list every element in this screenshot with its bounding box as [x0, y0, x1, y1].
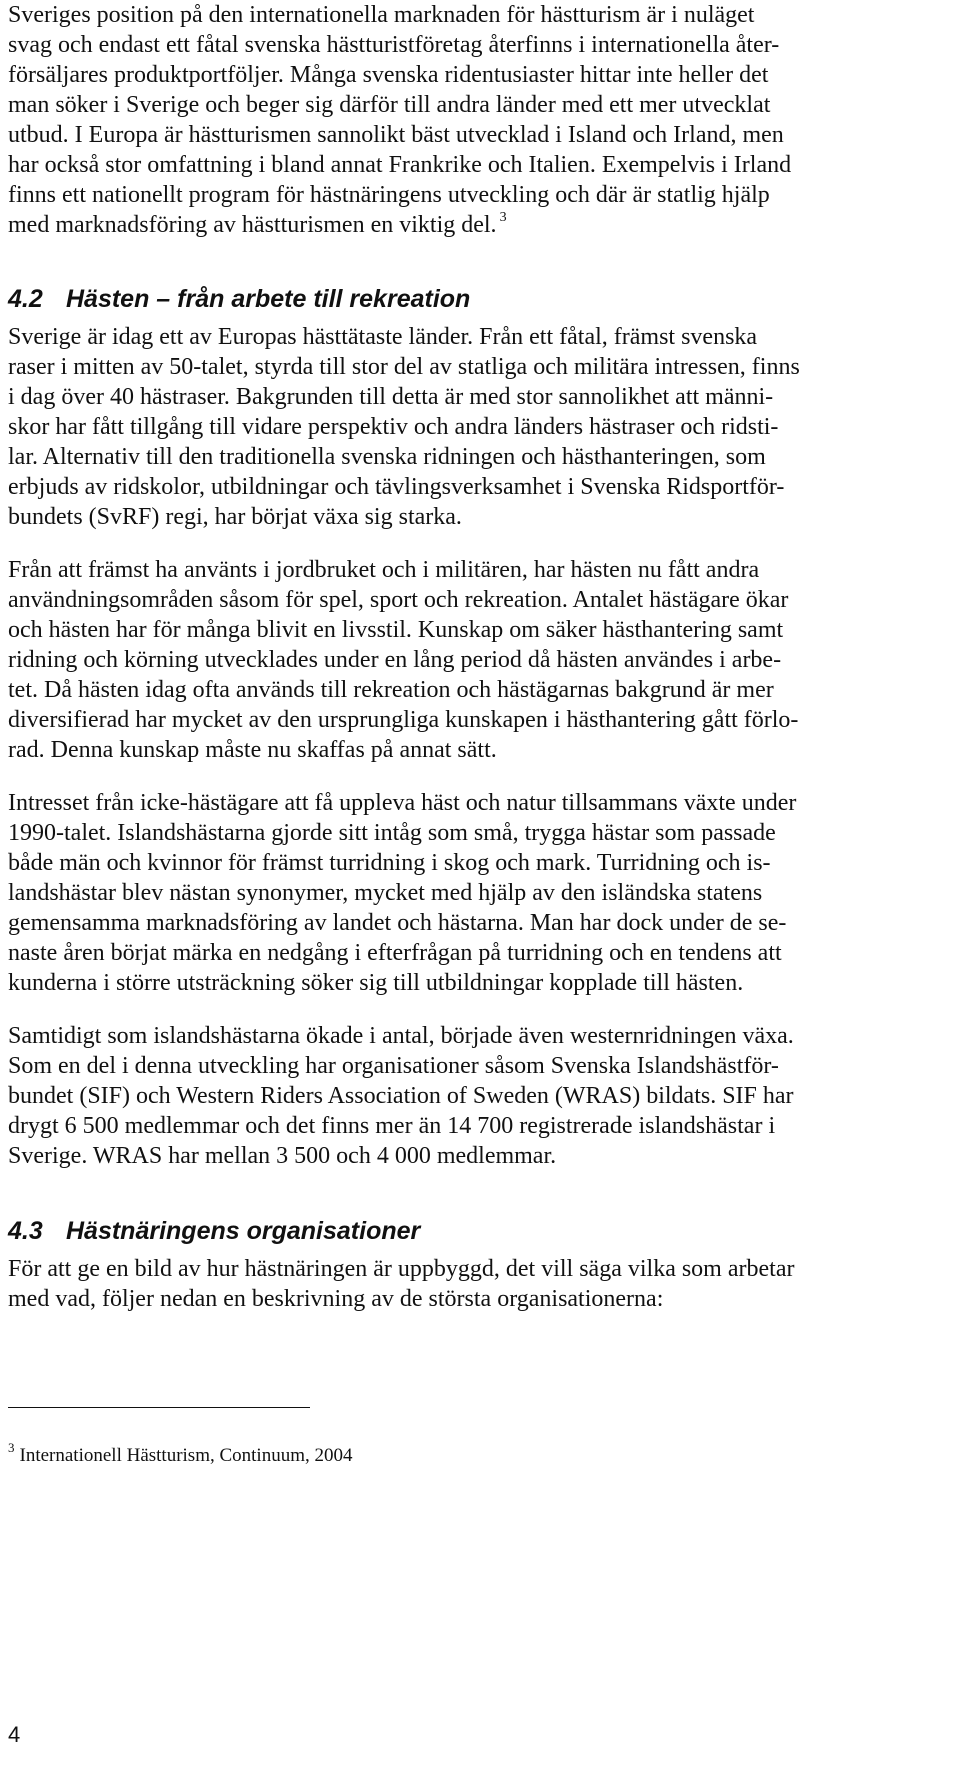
section-title: Hästen – från arbete till rekreation: [66, 285, 471, 313]
section-number: 4.3: [8, 1217, 43, 1245]
paragraph-line: skor har fått tillgång till vidare perspektiv och andra länders hästraser och ridsti-: [8, 414, 779, 440]
section-heading-4-2: [8, 284, 470, 314]
paragraph-line: För att ge en bild av hur hästnäringen är uppbyggd, det vill säga vilka som arbetar: [8, 1256, 795, 1282]
paragraph-line: Sverige är idag ett av Europas hästtätaste länder. Från ett fåtal, främst svenska: [8, 324, 758, 350]
paragraph-line: har också stor omfattning i bland annat Frankrike och Italien. Exempelvis i Irland: [8, 152, 792, 178]
footnote-mark: 3: [8, 1440, 15, 1455]
paragraph-line: lar. Alternativ till den traditionella svenska ridningen och hästhanteringen, som: [8, 444, 766, 470]
paragraph-line: drygt 6 500 medlemmar och det finns mer än 14 700 registrerade islandshästar i: [8, 1113, 776, 1139]
paragraph-line: i dag över 40 hästraser. Bakgrunden till detta är med stor sannolikhet att männi-: [8, 384, 774, 410]
paragraph-line: Sverige. WRAS har mellan 3 500 och 4 000 medlemmar.: [8, 1143, 557, 1169]
footnote: [8, 1440, 353, 1469]
footnote-separator: [8, 1407, 310, 1408]
paragraph-line: finns ett nationellt program för hästnäringens utveckling och där är statlig hjälp: [8, 182, 770, 208]
paragraph-line: 1990-talet. Islandshästarna gjorde sitt intåg som små, trygga hästar som passade: [8, 820, 776, 846]
paragraph-line: Intresset från icke-hästägare att få uppleva häst och natur tillsammans växte under: [8, 790, 797, 816]
paragraph-line: ridning och körning utvecklades under en lång period då hästen användes i arbe-: [8, 647, 782, 673]
paragraph-line: gemensamma marknadsföring av landet och hästarna. Man har dock under de se-: [8, 910, 787, 936]
paragraph-line: diversifierad har mycket av den ursprungliga kunskapen i hästhantering gått förlo-: [8, 707, 799, 733]
page-number: 4: [8, 1722, 21, 1747]
paragraph-line: försäljares produktportföljer. Många svenska ridentusiaster hittar inte heller det: [8, 62, 769, 88]
paragraph-line: landshästar blev nästan synonymer, mycket med hjälp av den isländska statens: [8, 880, 763, 906]
paragraph-line: svag och endast ett fåtal svenska hästturistföretag återfinns i internationella åter-: [8, 32, 780, 58]
footnote-reference[interactable]: 3: [499, 210, 507, 225]
paragraph-line: erbjuds av ridskolor, utbildningar och tävlingsverksamhet i Svenska Ridsportför-: [8, 474, 785, 500]
paragraph-line: bundet (SIF) och Western Riders Association of Sweden (WRAS) bildats. SIF har: [8, 1083, 794, 1109]
paragraph-line: utbud. I Europa är hästturismen sannolikt bäst utvecklad i Island och Irland, men: [8, 122, 784, 148]
paragraph-line: tet. Då hästen idag ofta används till rekreation och hästägarnas bakgrund är mer: [8, 677, 774, 703]
paragraph-line: bundets (SvRF) regi, har börjat växa sig starka.: [8, 504, 462, 530]
paragraph-line: Samtidigt som islandshästarna ökade i antal, började även westernridningen växa.: [8, 1023, 794, 1049]
paragraph-line: naste åren börjat märka en nedgång i efterfrågan på turridning och en tendens att: [8, 940, 782, 966]
paragraph-line-text: med marknadsföring av hästturismen en viktig del.: [8, 212, 497, 238]
paragraph-line: med vad, följer nedan en beskrivning av de största organisationerna:: [8, 1286, 664, 1312]
paragraph-line: och hästen har för många blivit en livsstil. Kunskap om säker hästhantering samt: [8, 617, 784, 643]
paragraph-line: man söker i Sverige och beger sig därför till andra länder med ett mer utvecklat: [8, 92, 771, 118]
paragraph-line: Sveriges position på den internationella marknaden för hästturism är i nuläget: [8, 2, 755, 28]
paragraph-line: kunderna i större utsträckning söker sig till utbildningar kopplade till hästen.: [8, 970, 744, 996]
section-number: 4.2: [8, 285, 43, 313]
section-title: Hästnäringens organisationer: [66, 1217, 421, 1245]
paragraph-line: både män och kvinnor för främst turridning i skog och mark. Turridning och is-: [8, 850, 771, 876]
paragraph-line: [8, 210, 507, 244]
paragraph-line: raser i mitten av 50-talet, styrda till stor del av statliga och militära intressen, finns: [8, 354, 800, 380]
section-heading-4-3: [8, 1216, 420, 1246]
paragraph-line: användningsområden såsom för spel, sport och rekreation. Antalet hästägare ökar: [8, 587, 789, 613]
paragraph-line: rad. Denna kunskap måste nu skaffas på annat sätt.: [8, 737, 497, 763]
footnote-text: Internationell Hästturism, Continuum, 2004: [19, 1445, 353, 1466]
paragraph-line: Från att främst ha använts i jordbruket och i militären, har hästen nu fått andra: [8, 557, 760, 583]
paragraph-line: Som en del i denna utveckling har organisationer såsom Svenska Islandshästför-: [8, 1053, 779, 1079]
